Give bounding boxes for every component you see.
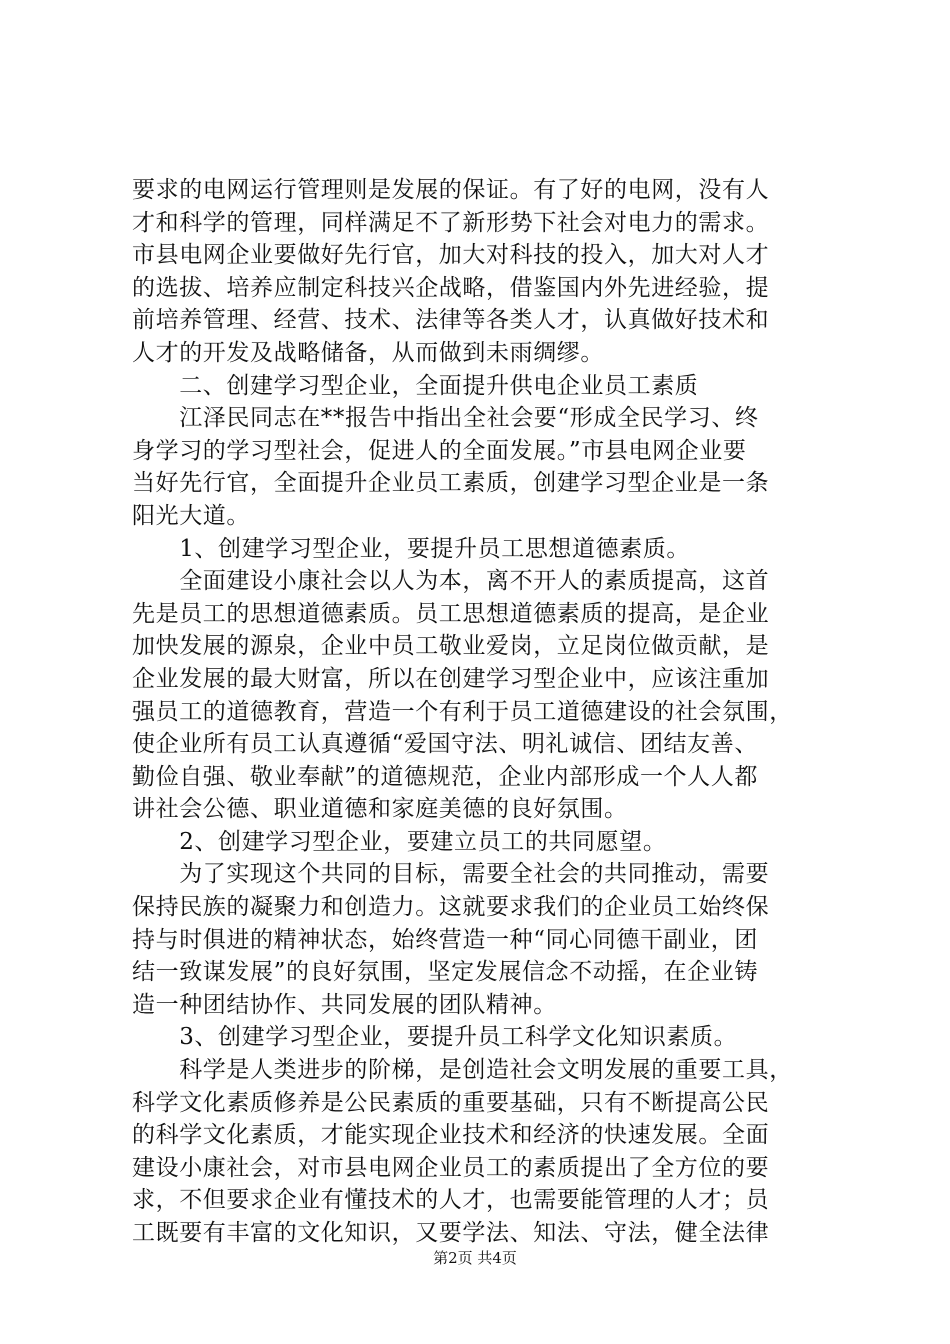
- text-line: 要求的电网运行管理则是发展的保证。有了好的电网，没有人: [132, 177, 770, 203]
- text-line: 全面建设小康社会以人为本，离不开人的素质提高，这首: [132, 568, 770, 595]
- text-line: 当好先行官，全面提升企业员工素质，创建学习型企业是一条: [132, 470, 770, 497]
- text-line: 2、创建学习型企业，要建立员工的共同愿望。: [132, 828, 667, 855]
- text-line: 前培养管理、经营、技术、法律等各类人才，认真做好技术和: [132, 307, 770, 334]
- text-line: 1、创建学习型企业，要提升员工思想道德素质。: [132, 535, 691, 562]
- text-line: 身学习的学习型社会，促进人的全面发展。”市县电网企业要: [132, 437, 747, 464]
- text-line: 二、创建学习型企业，全面提升供电企业员工素质: [132, 372, 699, 399]
- text-line: 使企业所有员工认真遵循“爱国守法、明礼诚信、团结友善、: [132, 731, 758, 758]
- text-line: 科学是人类进步的阶梯，是创造社会文明发展的重要工具，: [132, 1057, 793, 1084]
- text-line: 讲社会公德、职业道德和家庭美德的良好氛围。: [132, 796, 628, 823]
- text-line: 保持民族的凝聚力和创造力。这就要求我们的企业员工始终保: [132, 894, 770, 921]
- text-line: 加快发展的源泉，企业中员工敬业爱岗，立足岗位做贡献，是: [132, 633, 770, 660]
- page-footer: 第2页 共4页: [433, 1249, 517, 1267]
- text-line: 先是员工的思想道德素质。员工思想道德素质的提高，是企业: [132, 600, 770, 627]
- text-line: 勤俭自强、敬业奉献”的道德规范，企业内部形成一个人人都: [132, 763, 758, 790]
- text-line: 的选拔、培养应制定科技兴企战略，借鉴国内外先进经验，提: [132, 274, 770, 301]
- body-text: [132, 174, 832, 1250]
- text-line: 持与时俱进的精神状态，始终营造一种“同心同德干副业，团: [132, 926, 758, 953]
- text-line: 人才的开发及战略储备，从而做到未雨绸缪。: [132, 339, 604, 366]
- text-line: 才和科学的管理，同样满足不了新形势下社会对电力的需求。: [132, 209, 770, 236]
- text-line: 江泽民同志在**报告中指出全社会要“形成全民学习、终: [132, 405, 759, 432]
- text-line: 科学文化素质修养是公民素质的重要基础，只有不断提高公民: [132, 1089, 770, 1116]
- text-line: 企业发展的最大财富，所以在创建学习型企业中，应该注重加: [132, 665, 770, 692]
- text-line: 市县电网企业要做好先行官，加大对科技的投入，加大对人才: [132, 242, 770, 269]
- text-line: 建设小康社会，对市县电网企业员工的素质提出了全方位的要: [132, 1154, 770, 1181]
- text-line: 结一致谋发展”的良好氛围，坚定发展信念不动摇，在企业铸: [132, 959, 758, 986]
- text-line: 工既要有丰富的文化知识，又要学法、知法、守法，健全法律: [132, 1220, 770, 1246]
- text-line: 为了实现这个共同的目标，需要全社会的共同推动，需要: [132, 861, 770, 888]
- text-line: 求，不但要求企业有懂技术的人才，也需要能管理的人才；员: [132, 1187, 770, 1214]
- text-line: 强员工的道德教育，营造一个有利于员工道德建设的社会氛围，: [132, 698, 793, 725]
- text-line: 阳光大道。: [132, 502, 250, 529]
- text-line: 3、创建学习型企业，要提升员工科学文化知识素质。: [132, 1024, 738, 1051]
- text-line: 的科学文化素质，才能实现企业技术和经济的快速发展。全面: [132, 1122, 770, 1149]
- text-line: 造一种团结协作、共同发展的团队精神。: [132, 991, 557, 1018]
